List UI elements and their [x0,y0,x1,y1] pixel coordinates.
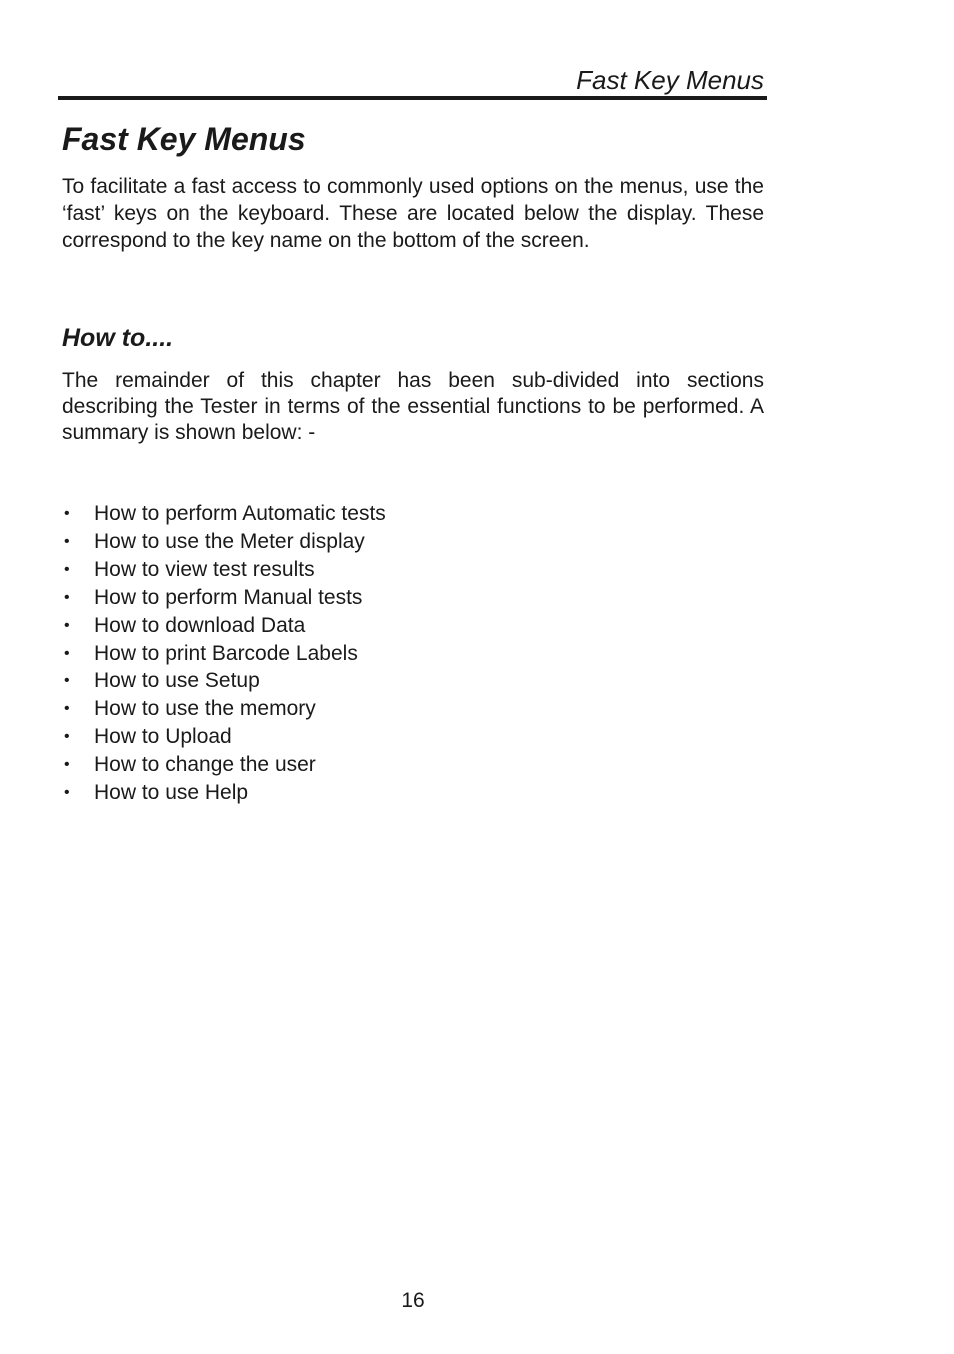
bullet-icon: • [64,532,70,550]
bullet-icon: • [64,672,70,690]
bullet-icon: • [64,588,70,606]
bullet-icon: • [64,756,70,774]
bullet-icon: • [64,560,70,578]
list-item-label: How to change the user [94,753,316,777]
summary-intro-paragraph: The remainder of this chapter has been sub-divided into sections describing the Tester in terms of the essential functions to be performed. A summary is shown below: - [62,369,764,444]
list-item [62,640,386,668]
list-item [62,779,386,807]
page-number: 16 [401,1289,425,1312]
list-item-label: How to print Barcode Labels [94,641,358,665]
bullet-icon: • [64,644,70,662]
summary-list [62,500,386,807]
list-item-label: How to use the memory [94,697,316,721]
bullet-icon: • [64,700,70,718]
list-item [62,751,386,779]
list-item [62,500,386,528]
running-header: Fast Key Menus [576,65,764,95]
list-item-label: How to view test results [94,557,315,581]
bullet-icon: • [64,616,70,634]
list-item-label: How to use Help [94,781,249,805]
list-item-label: How to download Data [94,613,306,637]
list-item-label: How to perform Automatic tests [94,502,386,525]
intro-paragraph: To facilitate a fast access to commonly used options on the menus, use the ‘fast’ keys on the keyboard. These are located below the display. These correspond to the key name on the bottom of the screen. [62,175,764,252]
list-item [62,723,386,751]
list-item-label: How to use the Meter display [94,529,365,553]
list-item [62,667,386,695]
list-item-label: How to perform Manual tests [94,585,363,609]
list-item-label: How to Upload [94,725,232,749]
bullet-icon: • [64,784,70,802]
list-item [62,695,386,723]
bullet-icon: • [64,728,70,746]
list-item-label: How to use Setup [94,669,260,693]
list-item [62,584,386,612]
how-to-heading: How to.... [62,324,174,352]
list-item [62,528,386,556]
list-item [62,612,386,640]
header-rule [58,96,767,100]
list-item [62,556,386,584]
bullet-icon: • [64,505,70,522]
page-title: Fast Key Menus [62,121,306,157]
